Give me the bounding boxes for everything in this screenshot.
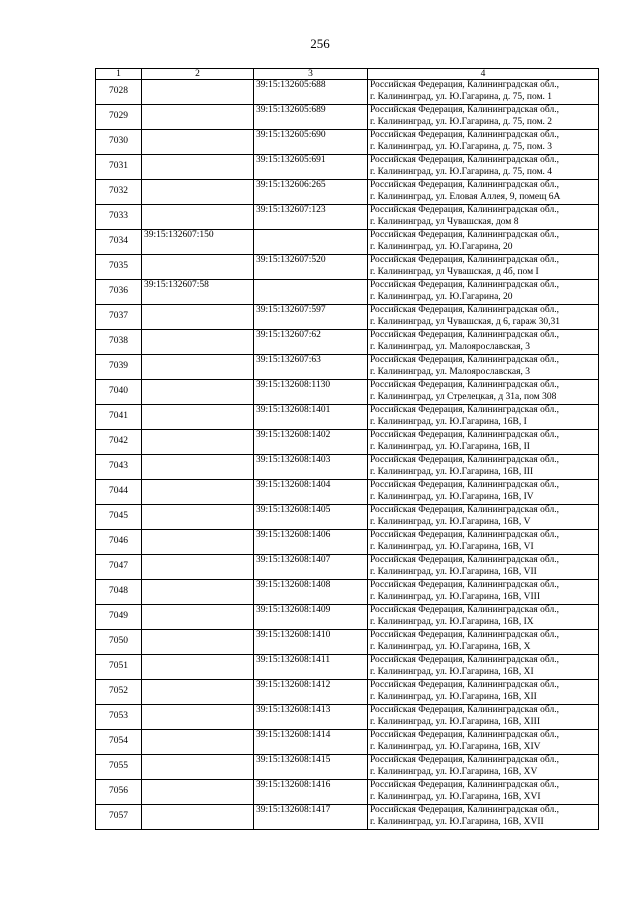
cadastral-number-col2 (142, 655, 254, 680)
address-line-1: Российская Федерация, Калининградская обл., (370, 555, 559, 565)
cadastral-number-col3: 39:15:132608:1413 (254, 705, 368, 730)
cadastral-number-col2 (142, 555, 254, 580)
row-number: 7031 (96, 155, 142, 180)
address-line-2: г. Калининград, ул. Ю.Гагарина, 16В, I (370, 416, 527, 427)
row-number: 7037 (96, 305, 142, 330)
table-row (96, 455, 599, 480)
row-number: 7047 (96, 555, 142, 580)
table-body (96, 80, 599, 830)
cadastral-number-col2 (142, 680, 254, 705)
address-line-1: Российская Федерация, Калининградская обл., (370, 805, 559, 815)
table-row (96, 430, 599, 455)
address-cell (368, 80, 599, 105)
table-row (96, 330, 599, 355)
table-row (96, 280, 599, 305)
row-number: 7053 (96, 705, 142, 730)
address-line-1: Российская Федерация, Калининградская обл., (370, 480, 559, 490)
table-row (96, 480, 599, 505)
table-row (96, 305, 599, 330)
address-line-2: г. Калининград, ул. Ю.Гагарина, 16В, XVI (370, 791, 541, 802)
address-cell (368, 130, 599, 155)
cadastral-number-col2 (142, 530, 254, 555)
row-number: 7035 (96, 255, 142, 280)
address-line-1: Российская Федерация, Калининградская обл., (370, 380, 559, 390)
cadastral-number-col3: 39:15:132608:1416 (254, 780, 368, 805)
row-number: 7045 (96, 505, 142, 530)
cadastral-number-col3: 39:15:132608:1412 (254, 680, 368, 705)
address-cell (368, 705, 599, 730)
address-cell (368, 680, 599, 705)
cadastral-number-col3: 39:15:132608:1404 (254, 480, 368, 505)
table-row (96, 605, 599, 630)
address-cell (368, 605, 599, 630)
row-number: 7032 (96, 180, 142, 205)
table-row (96, 680, 599, 705)
address-cell (368, 555, 599, 580)
row-number: 7034 (96, 230, 142, 255)
table-row (96, 730, 599, 755)
cadastral-number-col3 (254, 280, 368, 305)
cadastral-number-col3: 39:15:132608:1410 (254, 630, 368, 655)
cadastral-number-col3: 39:15:132605:688 (254, 80, 368, 105)
address-line-2: г. Калининград, ул Чувашская, д 4б, пом I (370, 266, 539, 277)
row-number: 7054 (96, 730, 142, 755)
cadastral-number-col3 (254, 230, 368, 255)
address-line-2: г. Калининград, ул. Еловая Аллея, 9, помещ 6А (370, 191, 561, 202)
address-cell (368, 730, 599, 755)
table-row (96, 530, 599, 555)
address-line-2: г. Калининград, ул. Ю.Гагарина, 16В, XI (370, 666, 534, 677)
address-line-2: г. Калининград, ул. Ю.Гагарина, 16В, XVII (370, 816, 544, 827)
address-cell (368, 755, 599, 780)
row-number: 7048 (96, 580, 142, 605)
page-number: 256 (310, 36, 330, 51)
address-line-2: г. Калининград, ул. Ю.Гагарина, 16В, VIII (370, 591, 540, 602)
address-line-1: Российская Федерация, Калининградская обл., (370, 155, 559, 165)
row-number: 7043 (96, 455, 142, 480)
header-col-2: 2 (142, 69, 254, 80)
cadastral-number-col3: 39:15:132607:597 (254, 305, 368, 330)
cadastral-number-col2 (142, 405, 254, 430)
address-line-2: г. Калининград, ул. Ю.Гагарина, 16В, VII (370, 566, 537, 577)
address-line-1: Российская Федерация, Калининградская обл., (370, 705, 559, 715)
address-line-2: г. Калининград, ул. Ю.Гагарина, 16В, IV (370, 491, 534, 502)
address-cell (368, 355, 599, 380)
register-table (95, 68, 599, 830)
address-line-1: Российская Федерация, Калининградская обл., (370, 130, 559, 140)
cadastral-number-col2 (142, 380, 254, 405)
table-row (96, 255, 599, 280)
cadastral-number-col2 (142, 155, 254, 180)
address-line-2: г. Калининград, ул. Ю.Гагарина, 16В, IX (370, 616, 534, 627)
row-number: 7029 (96, 105, 142, 130)
header-row (96, 69, 599, 80)
cadastral-number-col2 (142, 480, 254, 505)
address-line-1: Российская Федерация, Калининградская обл., (370, 655, 559, 665)
row-number: 7041 (96, 405, 142, 430)
address-cell (368, 480, 599, 505)
address-line-1: Российская Федерация, Калининградская обл., (370, 80, 559, 90)
cadastral-number-col3: 39:15:132608:1408 (254, 580, 368, 605)
table-row (96, 130, 599, 155)
table-row (96, 505, 599, 530)
cadastral-number-col2: 39:15:132607:150 (142, 230, 254, 255)
address-cell (368, 280, 599, 305)
address-line-1: Российская Федерация, Калининградская обл., (370, 305, 559, 315)
row-number: 7056 (96, 780, 142, 805)
address-line-1: Российская Федерация, Калининградская обл., (370, 755, 559, 765)
cadastral-number-col3: 39:15:132608:1403 (254, 455, 368, 480)
row-number: 7040 (96, 380, 142, 405)
table-row (96, 205, 599, 230)
address-line-2: г. Калининград, ул. Ю.Гагарина, д. 75, пом. 1 (370, 91, 553, 102)
row-number: 7052 (96, 680, 142, 705)
table-row (96, 355, 599, 380)
cadastral-number-col2 (142, 780, 254, 805)
cadastral-number-col2 (142, 355, 254, 380)
cadastral-number-col3: 39:15:132608:1406 (254, 530, 368, 555)
address-cell (368, 180, 599, 205)
address-line-2: г. Калининград, ул. Ю.Гагарина, д. 75, пом. 2 (370, 116, 553, 127)
cadastral-number-col3: 39:15:132606:265 (254, 180, 368, 205)
cadastral-number-col3: 39:15:132608:1414 (254, 730, 368, 755)
row-number: 7051 (96, 655, 142, 680)
address-cell (368, 155, 599, 180)
row-number: 7042 (96, 430, 142, 455)
table-row (96, 555, 599, 580)
address-cell (368, 380, 599, 405)
table-row (96, 180, 599, 205)
address-cell (368, 305, 599, 330)
address-line-2: г. Калининград, ул. Малоярославская, 3 (370, 341, 530, 352)
row-number: 7033 (96, 205, 142, 230)
cadastral-number-col3: 39:15:132608:1415 (254, 755, 368, 780)
address-cell (368, 255, 599, 280)
cadastral-number-col3: 39:15:132607:62 (254, 330, 368, 355)
address-cell (368, 230, 599, 255)
address-line-2: г. Калининград, ул. Ю.Гагарина, 16В, XV (370, 766, 538, 777)
cadastral-number-col2 (142, 180, 254, 205)
address-line-1: Российская Федерация, Калининградская обл., (370, 205, 559, 215)
row-number: 7028 (96, 80, 142, 105)
table-row (96, 630, 599, 655)
address-line-2: г. Калининград, ул. Ю.Гагарина, 16В, X (370, 641, 531, 652)
cadastral-number-col3: 39:15:132607:520 (254, 255, 368, 280)
address-cell (368, 780, 599, 805)
cadastral-number-col2: 39:15:132607:58 (142, 280, 254, 305)
cadastral-number-col3: 39:15:132607:63 (254, 355, 368, 380)
table-row (96, 655, 599, 680)
address-line-1: Российская Федерация, Калининградская обл., (370, 355, 559, 365)
cadastral-number-col2 (142, 755, 254, 780)
cadastral-number-col3: 39:15:132607:123 (254, 205, 368, 230)
cadastral-number-col2 (142, 580, 254, 605)
table-row (96, 80, 599, 105)
address-cell (368, 580, 599, 605)
cadastral-number-col2 (142, 805, 254, 830)
row-number: 7044 (96, 480, 142, 505)
address-line-1: Российская Федерация, Калининградская обл., (370, 430, 559, 440)
address-line-1: Российская Федерация, Калининградская обл., (370, 580, 559, 590)
address-line-2: г. Калининград, ул. Ю.Гагарина, 16В, XIV (370, 741, 541, 752)
cadastral-number-col2 (142, 730, 254, 755)
cadastral-number-col3: 39:15:132608:1401 (254, 405, 368, 430)
address-line-2: г. Калининград, ул. Ю.Гагарина, 20 (370, 291, 513, 302)
row-number: 7039 (96, 355, 142, 380)
table-row (96, 580, 599, 605)
address-line-1: Российская Федерация, Калининградская обл., (370, 505, 559, 515)
address-line-2: г. Калининград, ул. Ю.Гагарина, 16В, III (370, 466, 534, 477)
row-number: 7049 (96, 605, 142, 630)
cadastral-number-col2 (142, 505, 254, 530)
header-col-4: 4 (368, 69, 599, 80)
address-line-1: Российская Федерация, Калининградская обл., (370, 530, 559, 540)
address-cell (368, 530, 599, 555)
address-line-2: г. Калининград, ул. Ю.Гагарина, 20 (370, 241, 513, 252)
address-line-1: Российская Федерация, Калининградская обл., (370, 230, 559, 240)
cadastral-number-col2 (142, 430, 254, 455)
cadastral-number-col3: 39:15:132608:1130 (254, 380, 368, 405)
cadastral-number-col3: 39:15:132608:1402 (254, 430, 368, 455)
address-line-1: Российская Федерация, Калининградская обл., (370, 630, 559, 640)
row-number: 7046 (96, 530, 142, 555)
cadastral-number-col2 (142, 130, 254, 155)
header-col-1: 1 (96, 69, 142, 80)
address-line-1: Российская Федерация, Калининградская обл., (370, 605, 559, 615)
address-line-1: Российская Федерация, Калининградская обл., (370, 255, 559, 265)
address-line-2: г. Калининград, ул. Малоярославская, 3 (370, 366, 530, 377)
address-line-2: г. Калининград, ул Стрелецкая, д 31а, пом 308 (370, 391, 557, 402)
address-line-2: г. Калининград, ул. Ю.Гагарина, 16В, V (370, 516, 531, 527)
address-line-2: г. Калининград, ул. Ю.Гагарина, 16В, VI (370, 541, 534, 552)
address-cell (368, 630, 599, 655)
cadastral-number-col2 (142, 605, 254, 630)
address-line-2: г. Калининград, ул. Ю.Гагарина, 16В, II (370, 441, 530, 452)
address-line-1: Российская Федерация, Калининградская обл., (370, 280, 559, 290)
address-cell (368, 330, 599, 355)
cadastral-number-col2 (142, 105, 254, 130)
address-line-1: Российская Федерация, Калининградская обл., (370, 105, 559, 115)
address-cell (368, 430, 599, 455)
address-line-1: Российская Федерация, Калининградская обл., (370, 730, 559, 740)
address-line-1: Российская Федерация, Калининградская обл., (370, 405, 559, 415)
cadastral-number-col2 (142, 305, 254, 330)
table-row (96, 155, 599, 180)
row-number: 7036 (96, 280, 142, 305)
table-row (96, 780, 599, 805)
header-col-3: 3 (254, 69, 368, 80)
cadastral-number-col3: 39:15:132608:1405 (254, 505, 368, 530)
cadastral-number-col2 (142, 80, 254, 105)
address-cell (368, 505, 599, 530)
cadastral-number-col2 (142, 255, 254, 280)
row-number: 7055 (96, 755, 142, 780)
cadastral-number-col3: 39:15:132608:1417 (254, 805, 368, 830)
cadastral-number-col2 (142, 630, 254, 655)
table-row (96, 755, 599, 780)
cadastral-number-col3: 39:15:132605:691 (254, 155, 368, 180)
row-number: 7057 (96, 805, 142, 830)
address-cell (368, 805, 599, 830)
address-line-1: Российская Федерация, Калининградская обл., (370, 780, 559, 790)
address-cell (368, 455, 599, 480)
row-number: 7050 (96, 630, 142, 655)
cadastral-number-col3: 39:15:132605:690 (254, 130, 368, 155)
cadastral-number-col3: 39:15:132608:1411 (254, 655, 368, 680)
cadastral-number-col2 (142, 705, 254, 730)
cadastral-number-col3: 39:15:132605:689 (254, 105, 368, 130)
address-line-1: Российская Федерация, Калининградская обл., (370, 455, 559, 465)
address-line-2: г. Калининград, ул Чувашская, дом 8 (370, 216, 519, 227)
address-cell (368, 655, 599, 680)
address-cell (368, 205, 599, 230)
address-line-2: г. Калининград, ул. Ю.Гагарина, 16В, XII (370, 691, 537, 702)
address-line-1: Российская Федерация, Калининградская обл., (370, 180, 559, 190)
address-line-2: г. Калининград, ул. Ю.Гагарина, 16В, XIII (370, 716, 540, 727)
cadastral-number-col2 (142, 205, 254, 230)
address-line-2: г. Калининград, ул Чувашская, д 6, гараж 30,31 (370, 316, 560, 327)
address-line-2: г. Калининград, ул. Ю.Гагарина, д. 75, пом. 4 (370, 166, 553, 177)
cadastral-number-col3: 39:15:132608:1409 (254, 605, 368, 630)
cadastral-number-col2 (142, 330, 254, 355)
cadastral-number-col3: 39:15:132608:1407 (254, 555, 368, 580)
address-line-1: Российская Федерация, Калининградская обл., (370, 330, 559, 340)
table-row (96, 705, 599, 730)
table-row (96, 230, 599, 255)
table-row (96, 405, 599, 430)
address-line-1: Российская Федерация, Калининградская обл., (370, 680, 559, 690)
address-cell (368, 105, 599, 130)
address-cell (368, 405, 599, 430)
row-number: 7038 (96, 330, 142, 355)
table-row (96, 380, 599, 405)
row-number: 7030 (96, 130, 142, 155)
table-row (96, 805, 599, 830)
cadastral-number-col2 (142, 455, 254, 480)
address-line-2: г. Калининград, ул. Ю.Гагарина, д. 75, пом. 3 (370, 141, 553, 152)
table-row (96, 105, 599, 130)
